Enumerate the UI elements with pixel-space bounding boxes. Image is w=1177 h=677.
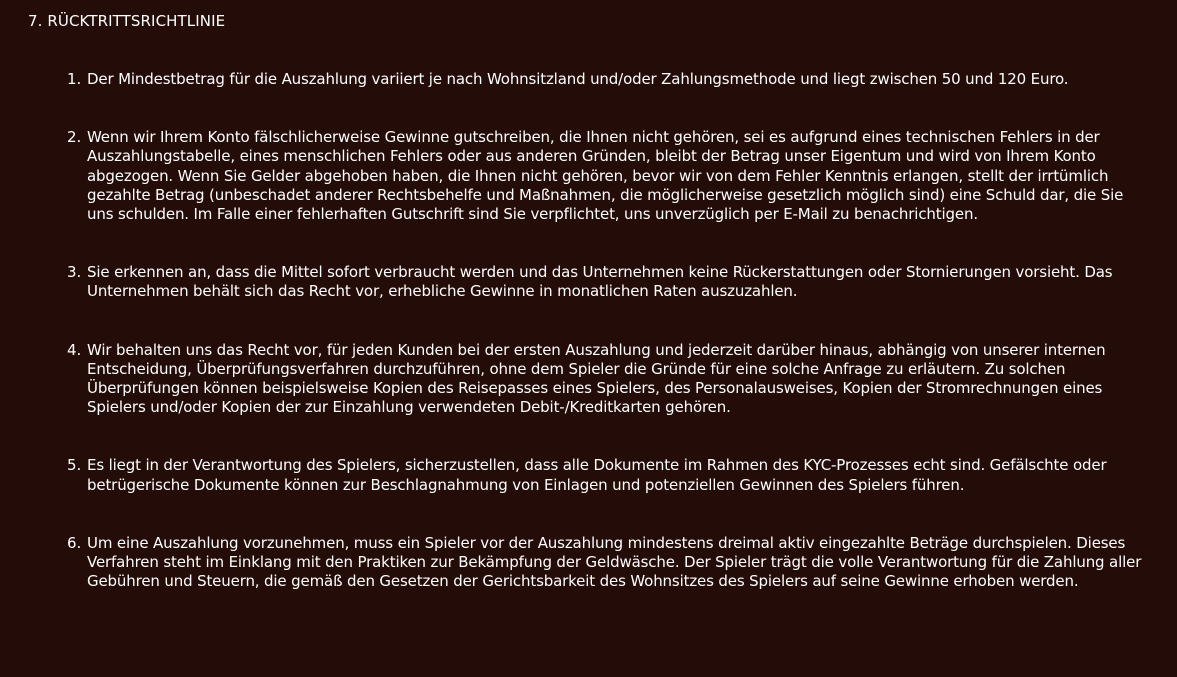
item-number: 6.: [67, 533, 82, 552]
item-number: 4.: [67, 340, 82, 359]
item-text: Wir behalten uns das Recht vor, für jeden Kunden bei der ersten Auszahlung und jederzeit darüber hinaus, abhängig von unserer internen Entscheidung, Überprüfungsverfahren durchzuführen, ohne dem Spieler die Gründe für eine solche Anfrage zu erläutern. Zu solchen Überprüfungen können beispielsweise Kopien des Reisepasses eines Spielers, des Personalausweises, Kopien der Stromrechnungen eines Spielers und/oder Kopien der zur Einzahlung verwendeten Debit-/Kreditkarten gehören.: [87, 340, 1106, 417]
item-text: Sie erkennen an, dass die Mittel sofort verbraucht werden und das Unternehmen keine Rückerstattungen oder Stornierungen vorsieht. Das Unternehmen behält sich das Recht vor, erhebliche Gewinne in monatlichen Raten auszuzahlen.: [87, 263, 1113, 301]
item-text: Um eine Auszahlung vorzunehmen, muss ein Spieler vor der Auszahlung mindestens dreimal aktiv eingezahlte Beträge durchspielen. Dieses Verfahren steht im Einklang mit den Praktiken zur Bekämpfung der Geldwäsche. Der Spieler trägt die volle Verantwortung für die Zahlung aller Gebühren und Steuern, die gemäß den Gesetzen der Gerichtsbarkeit des Wohnsitzes des Spielers auf seine Gewinne erhoben werden.: [87, 533, 1142, 591]
policy-item-1: [67, 70, 1147, 89]
section-title: 7. RÜCKTRITTSRICHTLINIE: [28, 12, 226, 30]
item-text: Der Mindestbetrag für die Auszahlung variiert je nach Wohnsitzland und/oder Zahlungsmethode und liegt zwischen 50 und 120 Euro.: [87, 70, 1069, 88]
policy-item-2: [67, 128, 1147, 224]
item-number: 3.: [67, 263, 82, 282]
policy-item-6: [67, 534, 1147, 592]
item-text: Es liegt in der Verantwortung des Spielers, sicherzustellen, dass alle Dokumente im Rahmen des KYC-Prozesses echt sind. Gefälschte oder betrügerische Dokumente können zur Beschlagnahmung von Einlagen und potenziellen Gewinnen des Spielers führen.: [87, 456, 1107, 494]
item-number: 5.: [67, 456, 82, 475]
item-text: Wenn wir Ihrem Konto fälschlicherweise Gewinne gutschreiben, die Ihnen nicht gehören, sei es aufgrund eines technischen Fehlers in der Auszahlungstabelle, eines menschlichen Fehlers oder aus anderen Gründen, bleibt der Betrag unser Eigentum und wird von Ihrem Konto abgezogen. Wenn Sie Gelder abgehoben haben, die Ihnen nicht gehören, bevor wir von dem Fehler Kenntnis erlangen, stellt der irrtümlich gezahlte Betrag (unbeschadet anderer Rechtsbehelfe und Maßnahmen, die möglicherweise gesetzlich möglich sind) eine Schuld dar, die Sie uns schulden. Im Falle einer fehlerhaften Gutschrift sind Sie verpflichtet, uns unverzüglich per E-Mail zu benachrichtigen.: [87, 128, 1124, 224]
item-number: 1.: [67, 70, 82, 88]
policy-item-4: [67, 341, 1147, 418]
policy-item-5: [67, 456, 1147, 494]
policy-item-3: [67, 263, 1147, 301]
item-number: 2.: [67, 128, 82, 147]
policy-list: [67, 70, 1147, 630]
